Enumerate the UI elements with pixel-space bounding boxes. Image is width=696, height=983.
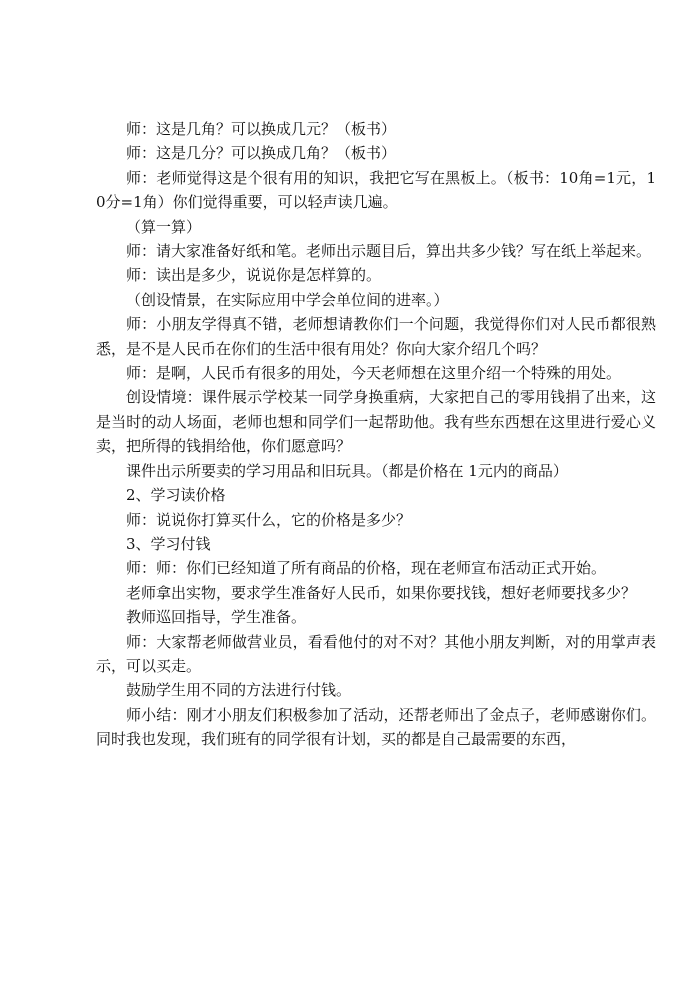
- paragraph-17: 教师巡回指导，学生准备。: [126, 608, 307, 627]
- paragraph-19: 鼓励学生用不同的方法进行付钱。: [126, 681, 352, 700]
- paragraph-12: 2、学习读价格: [126, 486, 226, 505]
- paragraph-5: 师：请大家准备好纸和笔。老师出示题目后，算出共多少钱？写在纸上举起来。: [126, 242, 652, 261]
- paragraph-7: （创设情景，在实际应用中学会单位间的进率。）: [126, 290, 449, 309]
- paragraph-8: 师：小朋友学得真不错，老师想请教你们一个问题，我觉得你们对人民币都很熟悉，是不是人民币在你们的生活中很有用处？你向大家介绍几个吗？: [96, 315, 656, 358]
- paragraph-15: 师：师：你们已经知道了所有商品的价格，现在老师宣布活动正式开始。: [126, 559, 607, 578]
- document-body: [96, 117, 656, 752]
- paragraph-4: （算一算）: [126, 217, 202, 236]
- paragraph-14: 3、学习付钱: [126, 534, 211, 553]
- paragraph-3: 师：老师觉得这是个很有用的知识，我把它写在黑板上。（板书：10角=1元，10分=1角）你们觉得重要，可以轻声读几遍。: [96, 168, 656, 212]
- paragraph-20: 师小结：刚才小朋友们积极参加了活动，还帮老师出了金点子，老师感谢你们。同时我也发现，我们班有的同学很有计划，买的都是自己最需要的东西，: [96, 705, 656, 749]
- paragraph-11: 课件出示所要卖的学习用品和旧玩具。（都是价格在 1元内的商品）: [126, 461, 568, 480]
- paragraph-6: 师：读出是多少，说说你是怎样算的。: [126, 266, 382, 285]
- paragraph-2: 师：这是几分？可以换成几角？（板书）: [126, 144, 397, 163]
- paragraph-18: 师：大家帮老师做营业员，看看他付的对不对？其他小朋友判断，对的用掌声表示，可以买走。: [96, 632, 656, 675]
- paragraph-10: 创设情境：课件展示学校某一同学身换重病，大家把自己的零用钱捐了出来，这是当时的动人场面，老师也想和同学们一起帮助他。我有些东西想在这里进行爱心义卖，把所得的钱捐给他，你们愿意吗？: [96, 388, 656, 456]
- paragraph-13: 师：说说你打算买什么，它的价格是多少？: [126, 510, 412, 529]
- paragraph-1: 师：这是几角？可以换成几元？（板书）: [126, 120, 397, 138]
- paragraph-16: 老师拿出实物，要求学生准备好人民币，如果你要找钱，想好老师要找多少？: [126, 583, 637, 602]
- paragraph-9: 师：是啊，人民币有很多的用处，今天老师想在这里介绍一个特殊的用处。: [126, 364, 622, 383]
